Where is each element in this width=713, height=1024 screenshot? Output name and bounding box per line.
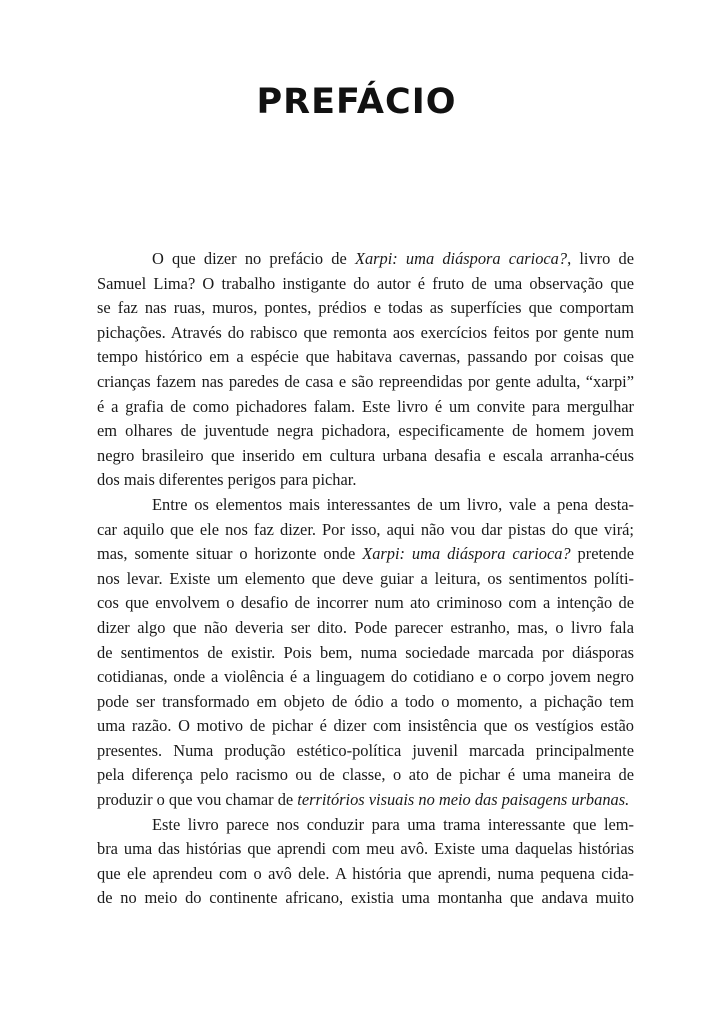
text-segment: , livro de [567,249,634,268]
text-segment: mas, somente situar o horizonte onde [97,544,363,564]
text-segment: cos que envolvem o desafio de incorrer num ato criminoso com a intenção de [97,593,634,613]
text-line [97,444,634,469]
text-line [97,641,634,666]
text-segment: Samuel Lima? O trabalho instigante do autor é fruto de uma observação que [97,273,634,293]
text-line [97,714,634,739]
italic-text: Xarpi: uma diáspora carioca? [362,544,571,564]
text-line [97,862,634,887]
text-segment: de no meio do continente africano, existia uma montanha que andava muito [97,888,634,908]
text-line [97,591,634,616]
text-segment: pode ser transformado em objeto de ódio a todo o momento, a pichação tem [97,691,634,711]
preface-body [97,247,634,911]
text-line [97,665,634,690]
text-segment: que ele aprendeu com o avô dele. A história que aprendi, numa pequena cida- [97,863,634,883]
text-line [97,813,634,838]
text-segment: car aquilo que ele nos faz dizer. Por isso, aqui não vou dar pistas do que virá; [97,519,634,539]
page-title: PREFÁCIO [256,82,457,122]
text-segment: pichações. Através do rabisco que remonta aos exercícios feitos por gente num [97,322,634,342]
text-line [97,272,634,297]
text-line [97,419,634,444]
text-line [97,493,634,518]
text-line [97,616,634,641]
text-line [97,395,634,420]
text-segment: nos levar. Existe um elemento que deve guiar a leitura, os sentimentos políti- [97,568,634,588]
text-segment: negro brasileiro que inserido em cultura urbana desafia e escala arranha-céus [97,445,634,465]
text-segment: produzir o que vou chamar de [97,790,298,810]
text-segment: em olhares de juventude negra pichadora, especificamente de homem jovem [97,421,634,441]
text-segment: crianças fazem nas paredes de casa e são repreendidas por gente adulta, “xarpi” [97,371,634,391]
text-segment: uma razão. O motivo de pichar é dizer com insistência que os vestígios estão [97,716,634,736]
text-line [97,247,634,272]
italic-text: Xarpi: uma diáspora carioca? [354,249,568,268]
text-line [97,690,634,715]
text-line [97,567,634,592]
text-line [97,886,634,911]
text-segment: se faz nas ruas, muros, pontes, prédios e todas as superfícies que comportam [97,298,634,318]
text-line [97,345,634,370]
text-line [97,370,634,395]
text-segment: tempo histórico em a espécie que habitava cavernas, passando por coisas que [97,347,634,367]
text-line [97,763,634,788]
text-line [97,542,634,567]
text-segment: dos mais diferentes perigos para pichar. [97,470,357,490]
text-segment: dizer algo que não deveria ser dito. Pode parecer estranho, mas, o livro fala [97,617,634,637]
italic-text: territórios visuais no meio das paisagens urbanas. [297,790,630,810]
text-segment: O que dizer no prefácio de [152,249,355,268]
text-segment: pretende [570,544,634,564]
text-line [97,321,634,346]
text-line [97,468,634,493]
text-line [97,788,634,813]
text-segment: pela diferença pelo racismo ou de classe, o ato de pichar é uma maneira de [97,765,634,785]
text-segment: presentes. Numa produção estético-política juvenil marcada principalmente [97,740,634,760]
text-segment: bra uma das histórias que aprendi com meu avô. Existe uma daquelas histórias [97,839,634,859]
text-segment: Este livro parece nos conduzir para uma trama interessante que lem- [152,814,634,834]
text-segment: é a grafia de como pichadores falam. Este livro é um convite para mergulhar [97,396,634,416]
text-segment: cotidianas, onde a violência é a linguagem do cotidiano e o corpo jovem negro [97,667,634,687]
text-line [97,739,634,764]
text-segment: Entre os elementos mais interessantes de um livro, vale a pena desta- [152,494,634,514]
text-segment: de sentimentos de existir. Pois bem, numa sociedade marcada por diásporas [97,642,634,662]
text-line [97,296,634,321]
text-line [97,837,634,862]
text-line [97,518,634,543]
